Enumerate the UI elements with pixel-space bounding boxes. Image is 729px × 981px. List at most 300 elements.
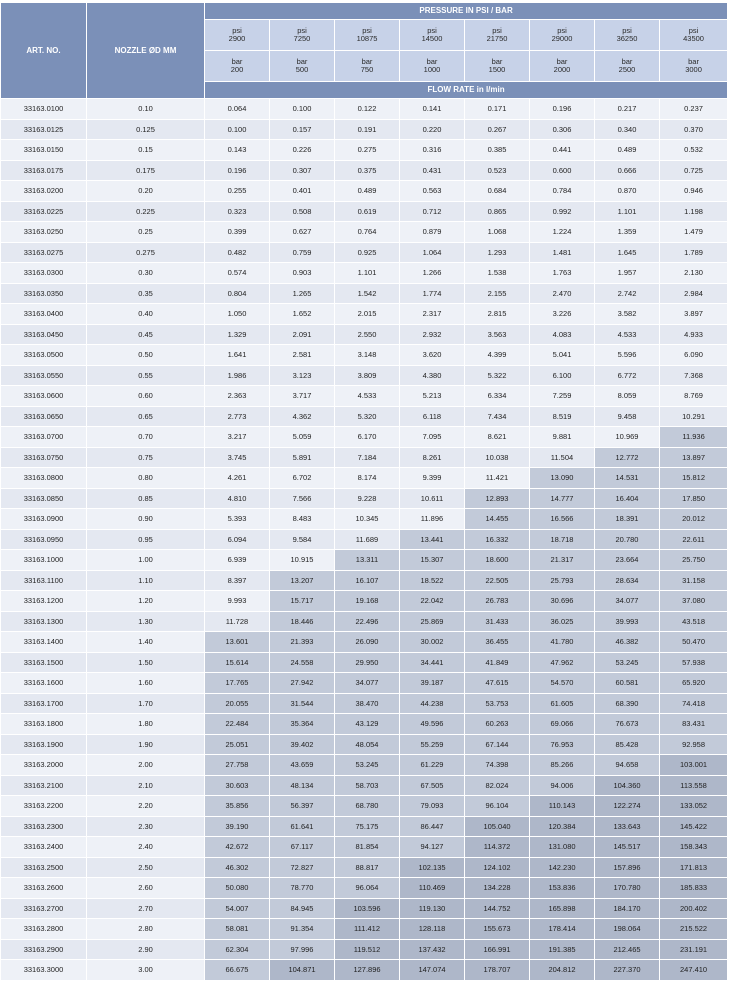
flow-rate-cell: 9.458 (595, 406, 660, 427)
flow-rate-cell: 104.360 (595, 775, 660, 796)
flow-rate-cell: 3.217 (205, 427, 270, 448)
flow-rate-cell: 3.745 (205, 447, 270, 468)
flow-rate-cell: 0.100 (205, 119, 270, 140)
table-header (1, 3, 728, 99)
flow-rate-cell: 5.059 (270, 427, 335, 448)
table-row (1, 468, 728, 489)
flow-rate-cell: 22.484 (205, 714, 270, 735)
flow-rate-cell: 2.932 (400, 324, 465, 345)
flow-rate-cell: 18.600 (465, 550, 530, 571)
flow-rate-cell: 0.141 (400, 99, 465, 120)
flow-rate-cell: 0.563 (400, 181, 465, 202)
art-no-cell: 33163.2400 (1, 837, 87, 858)
flow-rate-cell: 9.228 (335, 488, 400, 509)
flow-rate-cell: 110.469 (400, 878, 465, 899)
art-no-cell: 33163.0900 (1, 509, 87, 530)
flow-rate-cell: 92.958 (660, 734, 728, 755)
flow-rate-cell: 0.401 (270, 181, 335, 202)
flow-rate-cell: 24.558 (270, 652, 335, 673)
table-row (1, 345, 728, 366)
flow-rate-cell: 0.441 (530, 140, 595, 161)
table-row (1, 119, 728, 140)
flow-rate-cell: 50.470 (660, 632, 728, 653)
flow-rate-cell: 204.812 (530, 960, 595, 981)
table-row (1, 324, 728, 345)
flow-rate-cell: 97.996 (270, 939, 335, 960)
nozzle-cell: 2.60 (87, 878, 205, 899)
flow-rate-cell: 18.446 (270, 611, 335, 632)
nozzle-cell: 2.40 (87, 837, 205, 858)
nozzle-cell: 2.00 (87, 755, 205, 776)
psi-unit: psi (427, 26, 437, 35)
flow-rate-cell: 0.879 (400, 222, 465, 243)
flow-rate-cell: 66.675 (205, 960, 270, 981)
flow-rate-cell: 15.614 (205, 652, 270, 673)
flow-rate-cell: 165.898 (530, 898, 595, 919)
table-row (1, 755, 728, 776)
table-row (1, 386, 728, 407)
flow-rate-cell: 12.893 (465, 488, 530, 509)
flow-rate-cell: 166.991 (465, 939, 530, 960)
flow-rate-cell: 0.759 (270, 242, 335, 263)
flow-rate-cell: 145.422 (660, 816, 728, 837)
flow-rate-cell: 54.570 (530, 673, 595, 694)
bar-value: 1500 (488, 65, 506, 74)
art-no-cell: 33163.0150 (1, 140, 87, 161)
psi-unit: psi (297, 26, 307, 35)
flow-rate-cell: 0.712 (400, 201, 465, 222)
flow-rate-cell: 41.849 (465, 652, 530, 673)
art-no-cell: 33163.0350 (1, 283, 87, 304)
flow-rate-cell: 2.470 (530, 283, 595, 304)
flow-rate-cell: 158.343 (660, 837, 728, 858)
flow-rate-cell: 6.118 (400, 406, 465, 427)
flow-rate-cell: 67.117 (270, 837, 335, 858)
table-row (1, 181, 728, 202)
flow-rate-cell: 36.025 (530, 611, 595, 632)
art-no-cell: 33163.0700 (1, 427, 87, 448)
flow-rate-cell: 14.777 (530, 488, 595, 509)
flow-rate-cell: 0.619 (335, 201, 400, 222)
table-row (1, 447, 728, 468)
flow-rate-cell: 1.789 (660, 242, 728, 263)
art-no-cell: 33163.1200 (1, 591, 87, 612)
flow-rate-cell: 3.809 (335, 365, 400, 386)
flow-rate-cell: 18.718 (530, 529, 595, 550)
flow-rate-cell: 0.143 (205, 140, 270, 161)
flow-rate-cell: 39.993 (595, 611, 660, 632)
table-row (1, 570, 728, 591)
bar-unit: bar (621, 57, 633, 66)
flow-rate-cell: 8.769 (660, 386, 728, 407)
flow-rate-cell: 9.584 (270, 529, 335, 550)
nozzle-cell: 1.20 (87, 591, 205, 612)
flow-rate-cell: 48.134 (270, 775, 335, 796)
flow-rate-cell: 4.810 (205, 488, 270, 509)
nozzle-cell: 0.90 (87, 509, 205, 530)
flow-rate-cell: 27.942 (270, 673, 335, 694)
flow-rate-cell: 42.672 (205, 837, 270, 858)
table-row (1, 775, 728, 796)
nozzle-cell: 0.30 (87, 263, 205, 284)
flow-rate-cell: 1.763 (530, 263, 595, 284)
flow-rate-cell: 50.080 (205, 878, 270, 899)
art-no-cell: 33163.0100 (1, 99, 87, 120)
flow-rate-cell: 105.040 (465, 816, 530, 837)
psi-header-cell (400, 20, 465, 51)
flow-rate-cell: 35.856 (205, 796, 270, 817)
nozzle-cell: 1.70 (87, 693, 205, 714)
art-no-cell: 33163.0175 (1, 160, 87, 181)
flow-rate-cell: 9.881 (530, 427, 595, 448)
flow-rate-cell: 120.384 (530, 816, 595, 837)
flow-rate-cell: 1.101 (595, 201, 660, 222)
flow-rate-cell: 0.157 (270, 119, 335, 140)
psi-value: 10875 (356, 34, 378, 43)
flow-rate-cell: 53.245 (335, 755, 400, 776)
flow-rate-cell: 0.316 (400, 140, 465, 161)
flow-rate-cell: 0.804 (205, 283, 270, 304)
flow-rate-cell: 0.946 (660, 181, 728, 202)
flow-rate-cell: 67.144 (465, 734, 530, 755)
flow-rate-cell: 1.774 (400, 283, 465, 304)
flow-rate-cell: 36.455 (465, 632, 530, 653)
flow-rate-cell: 215.522 (660, 919, 728, 940)
psi-unit: psi (362, 26, 372, 35)
flow-rate-cell: 8.621 (465, 427, 530, 448)
table-row (1, 734, 728, 755)
flow-rate-cell: 1.481 (530, 242, 595, 263)
table-row (1, 263, 728, 284)
flow-rate-cell: 0.508 (270, 201, 335, 222)
flow-rate-cell: 1.538 (465, 263, 530, 284)
nozzle-cell: 0.25 (87, 222, 205, 243)
bar-value: 200 (230, 65, 244, 74)
flow-rate-cell: 6.702 (270, 468, 335, 489)
flow-rate-cell: 6.090 (660, 345, 728, 366)
table-row (1, 529, 728, 550)
nozzle-cell: 0.225 (87, 201, 205, 222)
flow-rate-cell: 31.158 (660, 570, 728, 591)
flow-rate-cell: 0.307 (270, 160, 335, 181)
flow-rate-cell: 28.634 (595, 570, 660, 591)
nozzle-cell: 0.80 (87, 468, 205, 489)
flow-rate-cell: 2.773 (205, 406, 270, 427)
flow-rate-cell: 43.659 (270, 755, 335, 776)
table-row (1, 939, 728, 960)
flow-rate-cell: 11.504 (530, 447, 595, 468)
flow-rate-cell: 5.596 (595, 345, 660, 366)
art-no-cell: 33163.0750 (1, 447, 87, 468)
flow-rate-cell: 4.380 (400, 365, 465, 386)
flow-rate-cell: 15.812 (660, 468, 728, 489)
flow-rate-cell: 6.094 (205, 529, 270, 550)
flow-rate-cell: 11.728 (205, 611, 270, 632)
flow-rate-cell: 17.765 (205, 673, 270, 694)
flow-rate-cell: 1.479 (660, 222, 728, 243)
flow-rate-cell: 0.370 (660, 119, 728, 140)
flow-rate-cell: 11.896 (400, 509, 465, 530)
nozzle-cell: 0.125 (87, 119, 205, 140)
flow-rate-cell: 5.322 (465, 365, 530, 386)
flow-rate-cell: 4.933 (660, 324, 728, 345)
flow-rate-cell: 0.903 (270, 263, 335, 284)
flow-rate-cell: 137.432 (400, 939, 465, 960)
bar-header-cell (400, 51, 465, 82)
flow-rate-cell: 2.091 (270, 324, 335, 345)
flow-rate-cell: 0.275 (335, 140, 400, 161)
flow-rate-cell: 142.230 (530, 857, 595, 878)
flow-rate-cell: 8.519 (530, 406, 595, 427)
flow-rate-cell: 4.362 (270, 406, 335, 427)
psi-value: 43500 (683, 34, 704, 43)
flow-rate-cell: 17.850 (660, 488, 728, 509)
art-no-cell: 33163.0600 (1, 386, 87, 407)
flow-rate-cell: 76.953 (530, 734, 595, 755)
art-no-cell: 33163.1600 (1, 673, 87, 694)
flow-rate-cell: 0.196 (530, 99, 595, 120)
flow-rate-cell: 0.064 (205, 99, 270, 120)
flow-rate-cell: 58.081 (205, 919, 270, 940)
flow-rate-cell: 198.064 (595, 919, 660, 940)
nozzle-cell: 0.65 (87, 406, 205, 427)
flow-rate-cell: 84.945 (270, 898, 335, 919)
psi-header-cell (335, 20, 400, 51)
flow-rate-cell: 4.533 (595, 324, 660, 345)
bar-value: 1000 (423, 65, 441, 74)
flow-rate-cell: 22.505 (465, 570, 530, 591)
table-row (1, 99, 728, 120)
flow-rate-cell: 11.689 (335, 529, 400, 550)
flow-rate-cell: 1.068 (465, 222, 530, 243)
table-row (1, 591, 728, 612)
flow-rate-cell: 5.891 (270, 447, 335, 468)
flow-rate-cell: 1.542 (335, 283, 400, 304)
psi-header-cell (205, 20, 270, 51)
bar-header-cell (660, 51, 728, 82)
flow-rate-header: FLOW RATE in l/min (205, 82, 728, 99)
flow-rate-cell: 124.102 (465, 857, 530, 878)
art-no-cell: 33163.1400 (1, 632, 87, 653)
nozzle-cell: 0.55 (87, 365, 205, 386)
flow-rate-cell: 1.329 (205, 324, 270, 345)
flow-rate-cell: 0.237 (660, 99, 728, 120)
flow-rate-cell: 102.135 (400, 857, 465, 878)
art-no-cell: 33163.0850 (1, 488, 87, 509)
art-no-cell: 33163.1900 (1, 734, 87, 755)
flow-rate-cell: 94.006 (530, 775, 595, 796)
flow-rate-cell: 37.080 (660, 591, 728, 612)
flow-rate-cell: 1.265 (270, 283, 335, 304)
flow-rate-cell: 157.896 (595, 857, 660, 878)
flow-rate-cell: 0.255 (205, 181, 270, 202)
flow-rate-cell: 0.220 (400, 119, 465, 140)
table-row (1, 693, 728, 714)
flow-rate-cell: 184.170 (595, 898, 660, 919)
nozzle-cell: 2.70 (87, 898, 205, 919)
flow-rate-cell: 38.470 (335, 693, 400, 714)
table-row (1, 796, 728, 817)
art-no-cell: 33163.0950 (1, 529, 87, 550)
table-row (1, 304, 728, 325)
flow-rate-cell: 119.512 (335, 939, 400, 960)
flow-rate-cell: 247.410 (660, 960, 728, 981)
flow-rate-cell: 7.434 (465, 406, 530, 427)
flow-rate-cell: 1.957 (595, 263, 660, 284)
flow-rate-cell: 7.566 (270, 488, 335, 509)
flow-rate-cell: 144.752 (465, 898, 530, 919)
flow-rate-cell: 25.793 (530, 570, 595, 591)
flow-rate-cell: 231.191 (660, 939, 728, 960)
art-no-cell: 33163.0200 (1, 181, 87, 202)
flow-rate-cell: 1.645 (595, 242, 660, 263)
flow-rate-cell: 8.261 (400, 447, 465, 468)
flow-rate-cell: 27.758 (205, 755, 270, 776)
flow-rate-cell: 47.962 (530, 652, 595, 673)
flow-rate-cell: 1.198 (660, 201, 728, 222)
nozzle-cell: 2.50 (87, 857, 205, 878)
nozzle-cell: 1.10 (87, 570, 205, 591)
flow-rate-cell: 133.052 (660, 796, 728, 817)
table-row (1, 222, 728, 243)
nozzle-cell: 2.20 (87, 796, 205, 817)
flow-rate-cell: 2.742 (595, 283, 660, 304)
nozzle-cell: 1.40 (87, 632, 205, 653)
flow-rate-cell: 185.833 (660, 878, 728, 899)
flow-rate-cell: 31.544 (270, 693, 335, 714)
flow-rate-cell: 2.015 (335, 304, 400, 325)
flow-rate-cell: 6.334 (465, 386, 530, 407)
flow-rate-cell: 39.402 (270, 734, 335, 755)
flow-rate-cell: 1.986 (205, 365, 270, 386)
flow-rate-cell: 10.345 (335, 509, 400, 530)
flow-rate-cell: 0.523 (465, 160, 530, 181)
flow-rate-cell: 60.263 (465, 714, 530, 735)
table-row (1, 160, 728, 181)
flow-rate-cell: 127.896 (335, 960, 400, 981)
flow-rate-cell: 227.370 (595, 960, 660, 981)
flow-rate-cell: 0.600 (530, 160, 595, 181)
flow-rate-cell: 81.854 (335, 837, 400, 858)
flow-rate-cell: 4.399 (465, 345, 530, 366)
flow-rate-cell: 7.259 (530, 386, 595, 407)
nozzle-cell: 1.30 (87, 611, 205, 632)
flow-rate-cell: 122.274 (595, 796, 660, 817)
flow-rate-cell: 47.615 (465, 673, 530, 694)
flow-rate-cell: 58.703 (335, 775, 400, 796)
art-no-cell: 33163.2100 (1, 775, 87, 796)
art-no-cell: 33163.0550 (1, 365, 87, 386)
flow-rate-cell: 0.431 (400, 160, 465, 181)
flow-rate-cell: 22.042 (400, 591, 465, 612)
nozzle-cell: 1.80 (87, 714, 205, 735)
art-no-cell: 33163.2300 (1, 816, 87, 837)
nozzle-cell: 0.15 (87, 140, 205, 161)
flow-rate-cell: 2.984 (660, 283, 728, 304)
art-no-cell: 33163.0500 (1, 345, 87, 366)
flow-rate-cell: 0.482 (205, 242, 270, 263)
flow-rate-cell: 0.764 (335, 222, 400, 243)
bar-value: 750 (360, 65, 374, 74)
flow-rate-cell: 10.038 (465, 447, 530, 468)
flow-rate-cell: 3.620 (400, 345, 465, 366)
flow-rate-cell: 74.418 (660, 693, 728, 714)
flow-rate-cell: 43.518 (660, 611, 728, 632)
flow-rate-cell: 13.601 (205, 632, 270, 653)
nozzle-cell: 0.35 (87, 283, 205, 304)
psi-value: 21750 (486, 34, 508, 43)
flow-rate-cell: 14.531 (595, 468, 660, 489)
psi-unit: psi (688, 26, 699, 35)
flow-rate-cell: 34.077 (335, 673, 400, 694)
table-row (1, 365, 728, 386)
flow-rate-cell: 12.772 (595, 447, 660, 468)
art-no-cell: 33163.2500 (1, 857, 87, 878)
flow-rate-cell: 0.196 (205, 160, 270, 181)
flow-rate-cell: 44.238 (400, 693, 465, 714)
flow-rate-cell: 114.372 (465, 837, 530, 858)
flow-rate-cell: 53.245 (595, 652, 660, 673)
flow-rate-cell: 3.563 (465, 324, 530, 345)
flow-rate-cell: 49.596 (400, 714, 465, 735)
flow-rate-cell: 155.673 (465, 919, 530, 940)
bar-header-cell (270, 51, 335, 82)
flow-rate-cell: 30.603 (205, 775, 270, 796)
flow-rate-cell: 5.393 (205, 509, 270, 530)
flow-rate-cell: 21.393 (270, 632, 335, 653)
flow-rate-cell: 0.666 (595, 160, 660, 181)
flow-rate-cell: 68.390 (595, 693, 660, 714)
flow-rate-cell: 4.533 (335, 386, 400, 407)
flow-rate-cell: 178.707 (465, 960, 530, 981)
flow-rate-cell: 171.813 (660, 857, 728, 878)
psi-header-cell (595, 20, 660, 51)
table-row (1, 488, 728, 509)
flow-rate-cell: 0.191 (335, 119, 400, 140)
flow-rate-cell: 13.897 (660, 447, 728, 468)
nozzle-cell: 0.275 (87, 242, 205, 263)
psi-unit: psi (492, 26, 502, 35)
flow-rate-cell: 21.317 (530, 550, 595, 571)
flow-rate-cell: 0.574 (205, 263, 270, 284)
nozzle-cell: 2.80 (87, 919, 205, 940)
flow-rate-cell: 6.170 (335, 427, 400, 448)
nozzle-cell: 1.90 (87, 734, 205, 755)
flow-rate-cell: 13.441 (400, 529, 465, 550)
table-row (1, 550, 728, 571)
nozzle-cell: 0.45 (87, 324, 205, 345)
art-no-cell: 33163.0125 (1, 119, 87, 140)
flow-rate-cell: 82.024 (465, 775, 530, 796)
art-no-cell: 33163.3000 (1, 960, 87, 981)
flow-rate-cell: 22.611 (660, 529, 728, 550)
table-row (1, 509, 728, 530)
flow-rate-cell: 1.293 (465, 242, 530, 263)
flow-rate-cell: 16.566 (530, 509, 595, 530)
flow-rate-cell: 0.340 (595, 119, 660, 140)
flow-rate-cell: 191.385 (530, 939, 595, 960)
flow-rate-cell: 178.414 (530, 919, 595, 940)
flow-rate-cell: 14.455 (465, 509, 530, 530)
pressure-header: PRESSURE IN PSI / BAR (205, 3, 728, 20)
art-no-cell: 33163.1300 (1, 611, 87, 632)
table-row (1, 837, 728, 858)
nozzle-cell: 2.10 (87, 775, 205, 796)
flow-rate-cell: 0.399 (205, 222, 270, 243)
nozzle-cell: 3.00 (87, 960, 205, 981)
flow-rate-cell: 8.059 (595, 386, 660, 407)
flow-rate-cell: 6.939 (205, 550, 270, 571)
